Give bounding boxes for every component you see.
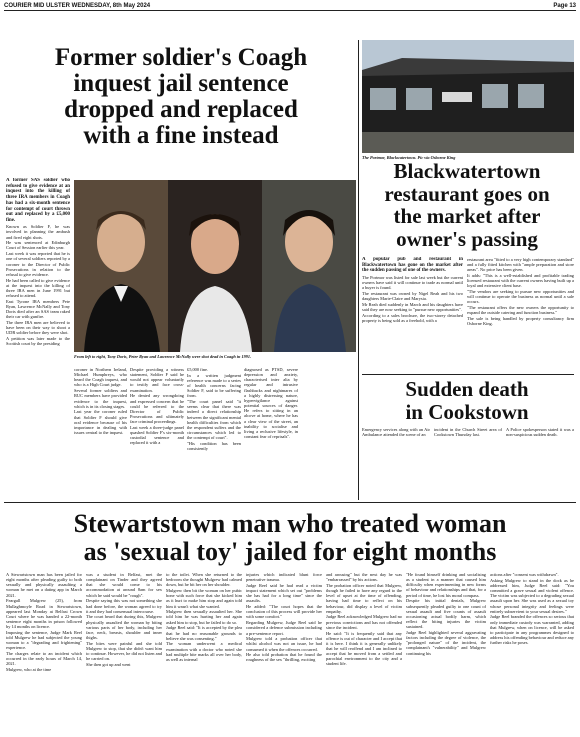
article3-column-2: incident in the Church Street area of Cookstown Thursday last. — [434, 427, 502, 438]
article3-column-1: Emergency services along with an Air Ambulance attended the scene of an — [362, 427, 430, 438]
article1-column-5: diagnosed as PTSD, severe depression and anxiety, characterised inter alia by regular and intrusive flashbacks and nightmares of a highly distressing nature, hypervigilance against potential sources of danger. He refers to sitting in an alcove at home, where he has a clear view of the street, an inability to socialise and living a reclusive lifestyle, in constant fear of reprisals". — [244, 367, 298, 440]
article1-headline: Former soldier's Coagh inquest jail sentence dropped and replaced with a fine instead — [54, 44, 308, 149]
masthead-publication: COURIER MID ULSTER WEDNESDAY, 8th May 2024 — [4, 2, 151, 9]
article1-column-1: A former SAS soldier who refused to give evidence at an inquest into the killing of three IRA members in Coagh has had a six-month sentence for contempt of court thrown out and replaced by a £5,000 fine. Known as Soldier F, he was involved in planning the ambush and fired eight shots. He was sentenced at Edinburgh Court of Session earlier this year. Last week it was reported that he is one of several soldiers reported by a coroner to the Director of Public Prosecutions in relation to the refusal to give evidence. He had been called to give evidence at the inquest into the killing of three IRA men in June 1991 but refused to attend. East Tyrone IRA members Pete Ryan, Lawrence McNally and Tony Doris died after an SAS team raked their car with gunfire. The three IRA men are believed to have been on their way to shoot a UDR soldier before they were shot. A petition was later made to the Scottish court by the presiding — [6, 178, 70, 347]
article3-headline: Sudden death in Cookstown — [405, 377, 529, 424]
column-divider — [358, 40, 359, 500]
restaurant-illustration — [362, 40, 574, 153]
restaurant-photo — [362, 40, 574, 153]
article4-column-4: injuries which indicated blunt force penetrative trauma. Judge Reel said he had read a victim impact statement which set out "problems she has had for a long time" since the assaults. He added: "The court hopes that the conclusion of this process will provide her with some comfort." Regarding Mulgrew, Judge Reel said he considered a defence submission including a pre-sentence report. Mulgrew told a probation officer that whilst alcohol was not an issue, he had consumed it when the offences occurred. He also told probation that he found the roughness of the sex "thrilling, exciting — [246, 572, 322, 663]
article1-column-3: Despite providing a witness statement, Soldier F said he would not appear voluntarily to testify and face cross-examination. He denied any wrongdoing and expressed concern that he could be referred to the Director of Public Prosecutions and ultimately face criminal proceedings. Last week a three-judge panel quashed Soldier F's six-month custodial sentence and replaced it with a — [130, 367, 184, 446]
article1-photo-caption: From left to right, Tony Doris, Peter Ryan and Lawrence McNally were shot dead in Coagh in 1991. — [74, 354, 252, 359]
article4-column-7: actions after "consent was withdrawn". Asking Mulgrew to stand in the dock as he addressed him, Judge Reel said: "You committed a grave sexual and violent offence. The victim was subjected to a degrading sexual assault upon her. She was used as a sexual toy whose personal integrity and feelings were entirely subservient to your sexual desires." Judge Reel branded the offences so serious that only immediate custody was warranted, adding that Mulgrew, when on licence, will be asked to participate in any programmes designed to address his offending behaviour and reduce any further risks he poses. — [490, 572, 574, 646]
article4-headline: Stewartstown man who treated woman as 'sexual toy' jailed for eight months — [73, 509, 507, 566]
article1-column-4: £5,000 fine. In a written judgment reference was made to a series of health concerns facing Soldier F, said to be suffering from. "The court panel said "it seems clear that there was indeed a direct relationship between the significant mental health difficulties from which the respondent suffers and the circumstances which led to the contempt of court". "His condition has been consistently — [187, 367, 241, 452]
article2-column-1: A popular pub and restaurant in Blackwatertown has gone on the market after the sudden passing of one of the owners. The Portmor was listed for sale last week but the current owners have said it will continue to trade as normal until a buyer is found. The restaurant was owned by Nigel Reah and his two daughters Marie-Claire and Marysia. Mr Reah died suddenly in March and his daughters have said they are now seeking to "pursue new opportunities". According to a sales brochure, the two-storey detached property is being sold as a freehold, with a — [362, 257, 463, 323]
article4-column-2: was a student in Belfast, met the complainant on Tinder and they agreed that she would come to his accommodation at around 8am for sex which he said would be "rough". Despite saying this was not something she had done before, the woman agreed to try it and they had consensual intercourse. The court heard that during this, Mulgrew physically assaulted the woman by biting various parts of her body, including her face, neck, breasts, shoulder and inner thighs. The bites were painful and she told Mulgrew to stop, that she didn't want him to continue. However, he did not listen and he carried on. She then got up and went — [86, 572, 162, 668]
article4-column-3: to the toilet. When she returned to the bedroom she thought Mulgrew had calmed down, but he bit her on her shoulder. Mulgrew then bit the woman on her pubic bone with such force that she kicked him as it hurt to make him stop and again told him it wasn't what she wanted. Mulgrew then sexually assaulted her. She told him he was hurting her and again asked him to stop, but he failed to do so. Judge Reel said: "It is accepted by the plea that he had no reasonable grounds to believe she was consenting." The woman underwent a medical examination with a doctor who noted she had multiple bite marks all over her body, as well as internal — [166, 572, 242, 662]
article2-column-2: restaurant area "fitted to a very high contemporary standard" and a fully fitted kitchen with "ample preparation and store areas". No price has been given. It adds: "This is a well-established and profitable trading licensed restaurant with the current owners having built up a loyal and extensive client base. "The vendors are seeking to pursue new opportunities and will continue to operate the business as normal until a sale occurs. "The restaurant offers the new owners the opportunity to expand the outside catering and function business." The sale is being handled by property consultancy firm Osborne King. — [467, 257, 574, 327]
article1-column-2: coroner in Northern Ireland, Michael Humphreys, who heard the Coagh inquest, and who is a High Court judge. Several former soldiers and RUC members have provided evidence to the inquest, which is in its closing stages. Last year the coroner ruled that Soldier F should give oral evidence because of his importance in dealing with issues central to the inquest. — [74, 367, 127, 436]
masthead — [4, 2, 576, 11]
story-divider — [4, 502, 576, 503]
page-number: Page 13 — [553, 2, 576, 9]
article1-photo — [74, 180, 356, 352]
section-divider — [362, 374, 574, 375]
restaurant-photo-caption: The Portmor, Blackwatertown. Pic via Osborne King — [362, 155, 456, 160]
article3-column-3: A Police spokesperson stated it was a non-suspicious sudden death. — [506, 427, 574, 438]
article4-column-6: "He found himself drinking and socialising as a student in a manner that caused him difficulty when experimenting in new forms of behaviour and relationships and that, for a period of time, he lost his moral compass. Despite his initial denials, Mulgrew subsequently pleaded guilty to one count of sexual assault and five counts of assault occasioning actual bodily harm, which reflect the biting injuries the victim sustained. Judge Reel highlighted several aggravating factors including the degree of violence, the "prolonged nature" of the incident, the complainant's "vulnerability" and Mulgrew continuing his — [406, 572, 486, 656]
portraits-illustration — [74, 180, 356, 352]
article4-column-1: A Stewartstown man has been jailed for eight months after pleading guilty to both sexually and physically assaulting a woman he met on a dating app in March 2021. Feargall Mulgrew (25), from Mullaghmoyle Road in Stewartstown, appeared last Monday at Belfast Crown Court where he was handed a 22-month sentence eight months in prison followed by 14 months on licence. Imposing the sentence, Judge Mark Reel told Mulgrew he had subjected the young woman to a "degrading and frightening" experience. The charges relate to an incident which occurred in the early hours of March 14, 2021. Mulgrew, who at the time — [6, 572, 82, 673]
article4-column-5: and arousing" but the next day he was "embarrassed" by his actions. The probation officer noted that Mulgrew, though he failed to have any regard to the level of upset at the time of offending, having had time to reflect on his behaviour, did display a level of victim empathy. Judge Reel acknowledged Mulgrew had no previous convictions and has not offended since the incident. He said: "It is frequently said that any offence is out of character and I accept that it is here. I think it is generally unlikely that he will reoffend and I am inclined to accept that he moved from a settled and parochial environment to the city and a student life. — [326, 572, 402, 667]
article2-headline: Blackwatertown restaurant goes on the market after owner's passing — [384, 159, 550, 251]
